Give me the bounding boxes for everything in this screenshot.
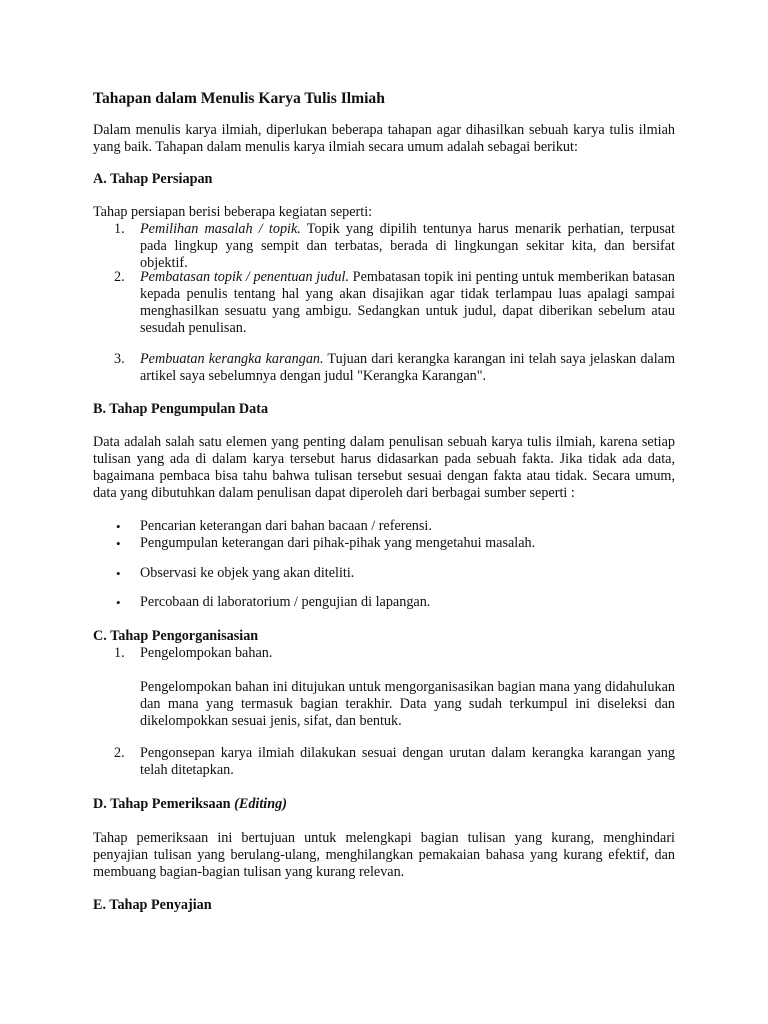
list-marker: 2.	[114, 269, 125, 285]
section-b-item-4	[116, 594, 675, 611]
section-c-heading: C. Tahap Pengorganisasian	[93, 628, 259, 644]
bullet-marker: •	[116, 519, 121, 534]
item-text: Observasi ke objek yang akan diteliti.	[140, 565, 355, 581]
bullet-marker: •	[116, 536, 121, 551]
list-marker: 2.	[114, 745, 125, 761]
section-a-heading: A. Tahap Persiapan	[93, 171, 213, 187]
section-d-heading	[93, 796, 675, 813]
section-b-item-1	[116, 518, 675, 535]
bullet-marker: •	[116, 566, 121, 581]
item-term: Pemilihan masalah / topik.	[140, 221, 301, 237]
section-c-item-1	[114, 645, 675, 662]
section-b-item-2	[116, 535, 675, 552]
list-marker: 1.	[114, 645, 125, 661]
section-a-item-2	[114, 269, 676, 337]
item-text: Topik yang dipilih tentunya harus menarik perhatian, terpusat pada lingkup yang sempit dan terbatas, berada di lingkungan sekitar kita, dan bersifat objektif.	[140, 221, 676, 271]
list-marker: 3.	[114, 351, 125, 367]
document-title: Tahapan dalam Menulis Karya Tulis Ilmiah	[93, 90, 385, 107]
section-b-heading: B. Tahap Pengumpulan Data	[93, 401, 269, 417]
item-term: Pembuatan kerangka karangan.	[140, 351, 324, 367]
item-text: Percobaan di laboratorium / pengujian di lapangan.	[140, 594, 431, 610]
item-text: Pengelompokan bahan.	[140, 645, 273, 661]
item-term: Pembatasan topik / penentuan judul.	[140, 269, 349, 285]
bullet-marker: •	[116, 595, 121, 610]
section-c-item-1-detail: Pengelompokan bahan ini ditujukan untuk mengorganisasikan bagian mana yang didahulukan dan mana yang termasuk bagian terakhir. Data yang sudah terkumpul ini diseleksi dan dikelompokkan sesuai jenis, sifat, dan bentuk.	[140, 679, 675, 729]
section-a-item-3	[114, 351, 675, 385]
section-b-item-3	[116, 565, 675, 582]
section-c-item-2	[114, 745, 675, 779]
item-text: Pengonsepan karya ilmiah dilakukan sesuai dengan urutan dalam kerangka karangan yang telah ditetapkan.	[140, 745, 675, 778]
intro-paragraph: Dalam menulis karya ilmiah, diperlukan beberapa tahapan agar dihasilkan sebuah karya tulis ilmiah yang baik. Tahapan dalam menulis karya ilmiah secara umum adalah sebagai berikut:	[93, 122, 675, 155]
heading-emphasis: (Editing)	[234, 796, 287, 812]
heading-text: D. Tahap Pemeriksaan	[93, 796, 235, 812]
item-text: Pengumpulan keterangan dari pihak-pihak yang mengetahui masalah.	[140, 535, 536, 551]
section-e-heading: E. Tahap Penyajian	[93, 897, 212, 913]
section-a-lead: Tahap persiapan berisi beberapa kegiatan seperti:	[93, 204, 373, 220]
section-a-item-1	[114, 221, 676, 272]
list-marker: 1.	[114, 221, 125, 237]
section-b-paragraph: Data adalah salah satu elemen yang penting dalam penulisan sebuah karya tulis ilmiah, karena setiap tulisan yang ada di dalam karya tersebut harus didasarkan pada sebuah fakta. Jika tidak ada data, bagaimana pembaca bisa tahu bahwa tulisan tersebut sesuai dengan fakta atau tidak. Secara umum, data yang dibutuhkan dalam penulisan dapat diperoleh dari berbagai sumber seperti :	[93, 434, 675, 501]
section-d-paragraph: Tahap pemeriksaan ini bertujuan untuk melengkapi bagian tulisan yang kurang, menghindari penyajian tulisan yang berulang-ulang, menghilangkan pemakaian bahasa yang kurang efektif, dan membuang bagian-bagian tulisan yang kurang relevan.	[93, 830, 675, 880]
item-text: Pencarian keterangan dari bahan bacaan / referensi.	[140, 518, 432, 534]
item-text: Tujuan dari kerangka karangan ini telah saya jelaskan dalam artikel saya sebelumnya dengan judul "Kerangka Karangan".	[140, 351, 675, 384]
item-text: Pembatasan topik ini penting untuk memberikan batasan kepada penulis tentang hal yang akan disajikan agar tidak terlampau luas apalagi sampai menghasilkan sesuatu yang ambigu. Sedangkan untuk judul, dapat diberikan sebelum atau sesudah penulisan.	[140, 269, 676, 336]
